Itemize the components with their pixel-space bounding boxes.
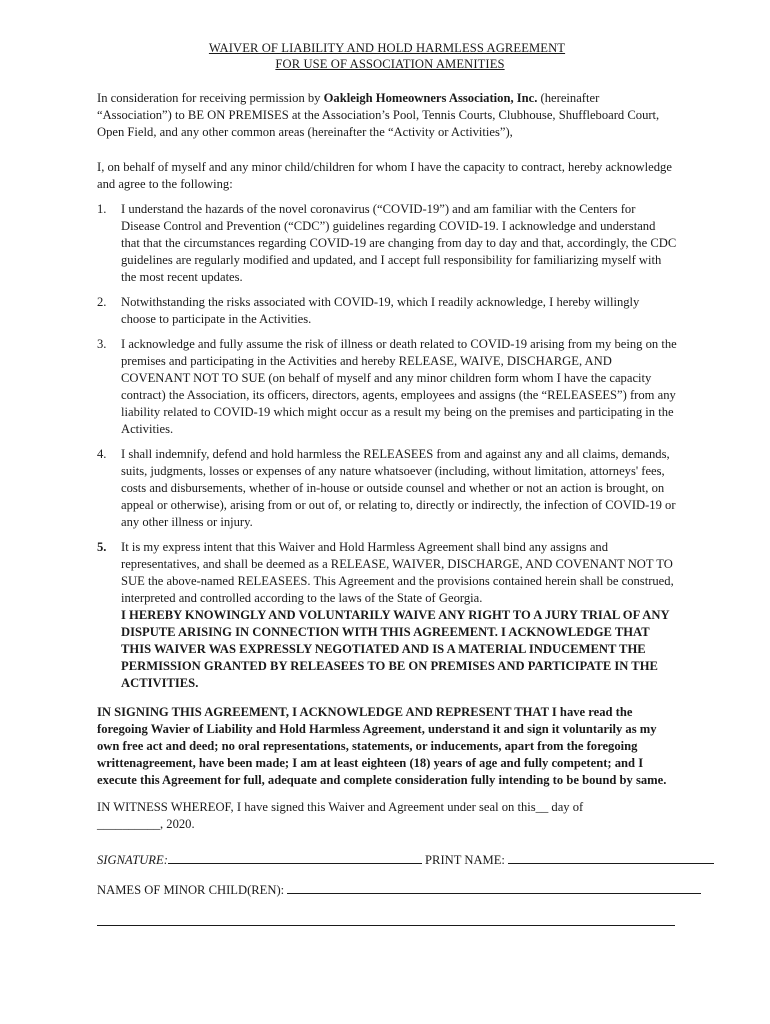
clause-number: 5. [97,540,107,554]
clause-number: 4. [97,447,107,461]
jury-waiver-text: I HEREBY KNOWINGLY AND VOLUNTARILY WAIVE ANY RIGHT TO A JURY TRIAL OF ANY DISPUTE ARISING IN CONNECTION WITH THIS AGREEMENT. I ACKNOWLEDGE THAT THIS WAIVER WAS EXPRESSLY NEGOTIATED AND IS A MATERIAL INDUCEMENT THE PERMISSION GRANTED BY RELEASEES TO BE ON PREMISES AND PARTICIPATE IN THE ACTIVITIES. [121,608,670,690]
clause-text: I acknowledge and fully assume the risk of illness or death related to COVID-19 arising from my being on the premises and participating in the Activities and hereby RELEASE, WAIVE, DISCHARGE, AND COVENANT NOT TO SUE (on behalf of myself and any minor children form whom I have the capacity contract) the Association, its officers, directors, agents, employees and assigns (the “RELEASEES”) from any liability related to COVID-19 which might occur as a result my being on the premises and participating in the Activities. [121,337,677,436]
witness-paragraph [97,799,677,833]
intro-after: (hereinafter “Association”) to BE ON PREMISES at the Association’s Pool, Tennis Courts, Clubhouse, Shuffleboard Court, Open Field, and any other common areas (hereinafter the “Activity or Activities”), [97,91,660,139]
association-name: Oakleigh Homeowners Association, Inc. [323,91,538,105]
print-name-label: PRINT NAME: [425,853,505,867]
minor-children-label: NAMES OF MINOR CHILD(REN): [97,883,285,897]
clauses-list [97,201,677,692]
minor-children-row [97,881,677,899]
clause-number: 2. [97,295,107,309]
signature-field[interactable] [168,851,422,864]
minor-children-extra-line[interactable] [97,925,675,926]
clause-item [97,294,677,328]
document-title [97,40,677,72]
clause-number: 3. [97,337,107,351]
signing-acknowledgement: IN SIGNING THIS AGREEMENT, I ACKNOWLEDGE AND REPRESENT THAT I have read the foregoing Wavier of Liability and Hold Harmless Agreement, understand it and sign it voluntarily as my own free act and deed; no oral representations, statements, or inducements, apart from the foregoing writtenagreement, have been made; I am at least eighteen (18) years of age and fully competent; and I execute this Agreement for full, adequate and complete consideration fully intending to be bound by same. [97,705,667,787]
clause-text: I shall indemnify, defend and hold harmless the RELEASEES from and against any and all claims, demands, suits, judgments, losses or expenses of any nature whatsoever (including, without limitation, attorneys' fees, costs and disbursements, whether of in-house or outside counsel and whether or not an action is brought, on appeal or otherwise), arising from or out of, or relating to, directly or indirectly, the infection of COVID-19 or any other illness or injury. [121,447,676,529]
signature-label: SIGNATURE: [97,853,168,867]
clause-text: I understand the hazards of the novel coronavirus (“COVID-19”) and am familiar with the Centers for Disease Control and Prevention (“CDC”) guidelines regarding COVID-19. I acknowledge and understand that that the circumstances regarding COVID-19 are changing from day to day and that, accordingly, the CDC guidelines are regularly modified and updated, and I accept full responsibility for familiarizing myself with the most recent updates. [121,202,677,284]
title-line-2: FOR USE OF ASSOCIATION AMENITIES [275,57,505,71]
minor-children-field[interactable] [287,881,701,894]
witness-date-line[interactable]: __________, 2020. [97,817,195,831]
print-name-field[interactable] [508,851,714,864]
behalf-paragraph: I, on behalf of myself and any minor child/children for whom I have the capacity to contract, hereby acknowledge and agree to the following: [97,160,672,191]
clause-item [97,336,677,438]
signature-row [97,851,677,869]
clause-item [97,201,677,286]
clause-number: 1. [97,202,107,216]
document-page [97,40,677,926]
clause-text: Notwithstanding the risks associated with COVID-19, which I readily acknowledge, I hereby willingly choose to participate in the Activities. [121,295,640,326]
title-line-1: WAIVER OF LIABILITY AND HOLD HARMLESS AGREEMENT [208,41,566,55]
witness-line-1: IN WITNESS WHEREOF, I have signed this Waiver and Agreement under seal on this__ day of [97,800,584,814]
intro-before: In consideration for receiving permission by [97,91,324,105]
clause-item [97,539,677,692]
clause-text: It is my express intent that this Waiver and Hold Harmless Agreement shall bind any assigns and representatives, and shall be deemed as a RELEASE, WAIVER, DISCHARGE, AND COVENANT NOT TO SUE the above-named RELEASEES. This Agreement and the provisions contained herein shall be construed, interpreted and controlled according to the laws of the State of Georgia. [121,540,674,605]
intro-paragraph [97,90,677,141]
clause-item [97,446,677,531]
